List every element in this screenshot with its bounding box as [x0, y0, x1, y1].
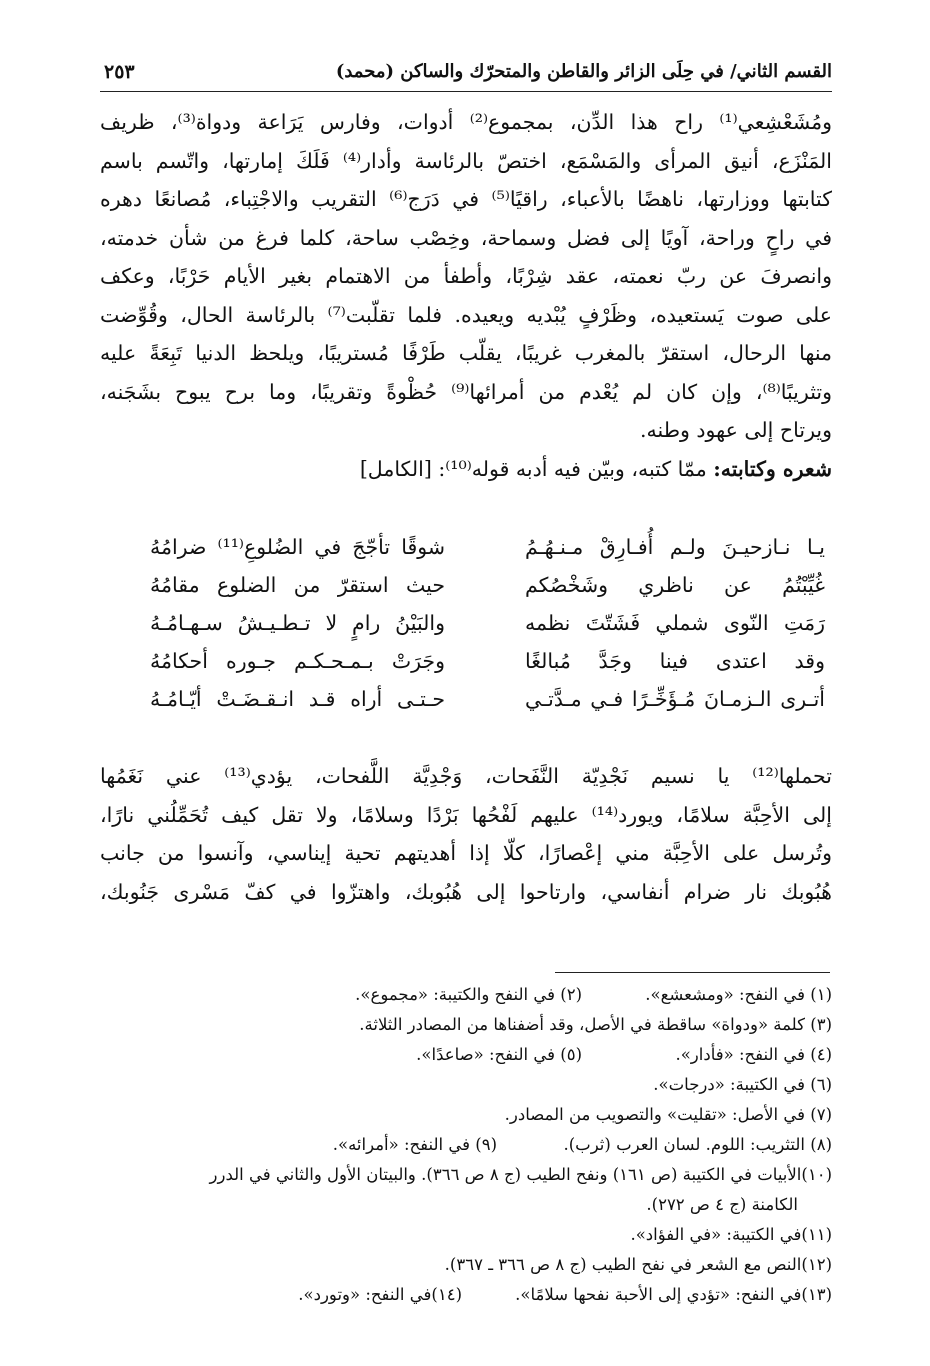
footnote: (١٤)في النفح: «وتورد». — [298, 1285, 462, 1304]
footnote: الكامنة (ج ٤ ص ٢٧٢). — [646, 1195, 798, 1214]
running-title: القسم الثاني/ في حِلَى الزائر والقاطن والمتحرّك والساكن (محمد) — [335, 61, 832, 82]
first-hemistich: يـا نـازحيـنَ ولـم أُفـارِقْ مـنـهُـمُ — [525, 535, 825, 559]
footnote: (٩) في النفح: «أمرائه». — [332, 1135, 497, 1154]
second-hemistich: حـتـى أراه قـد انـقـضَـتْ أيّـامُـهُ — [150, 687, 445, 711]
poem-verse — [150, 649, 825, 687]
second-hemistich: حيث استقرّ من الضلوع مقامُهُ — [150, 573, 445, 597]
second-hemistich: شوقًا تأجّجَ في الضُلوعِ⁽¹¹⁾ ضرامُهُ — [150, 535, 446, 559]
footnote: (١٢)النص مع الشعر في نفح الطيب (ج ٨ ص ٣٦٦ ـ ٣٦٧). — [444, 1255, 832, 1274]
first-hemistich: وقد اعتدى فينا وجَدَّ مُبالغًا — [525, 649, 825, 673]
footnote: (١٣)في النفح: «تؤدي إلى الأحبة نفحها سلامًا». — [515, 1285, 832, 1304]
footnote: (٥) في النفح: «صاعدًا». — [416, 1045, 582, 1064]
text-line: كتابتها ووزارتها، ناهضًا بالأعباء، راقيًا⁽⁵⁾ في دَرَج⁽⁶⁾ التقريب والاجْتِباء، مُصانعًا دهره — [100, 187, 832, 211]
footnote: (٦) في الكتيبة: «درجات». — [653, 1075, 832, 1094]
text-line: إلى الأحِبَّة سلامًا، ويورد⁽¹⁴⁾ عليهم لَفْحُها بَرْدًا وسلامًا، ولا تقل كيف تُحَمِّلُني نارًا، — [100, 802, 833, 827]
footnote-line — [100, 1160, 832, 1190]
main-text — [100, 103, 832, 488]
footnote: (٧) في الأصل: «تقليت» والتصويب من المصادر. — [504, 1105, 832, 1124]
footnote-line — [100, 1040, 832, 1070]
text-line: وتُرسل على الأحِبَّة مني إعْصارًا، كلّا إذا أهديتهم تحية إيناسي، وآنسوا من جانب — [100, 841, 832, 865]
text-line: ومُشَعْشِعي⁽¹⁾ راح هذا الدِّن، بمجموع⁽²⁾ أدوات، وفارس يَرَاعة ودواة⁽³⁾، ظريف — [100, 110, 832, 134]
footnote: (٢) في النفح والكتيبة: «مجموع». — [355, 985, 582, 1004]
footnote-line — [100, 1010, 832, 1040]
text-line: وانصرفَ عن ربّ نعمته، عقد شِرْبًا، وأطفأ من الاهتمام بغير الأيام حَرْبًا، وعكف — [100, 264, 832, 288]
poem-verse — [150, 535, 825, 573]
footnote: (٨) التثريب: اللوم. لسان العرب (ثرب). — [563, 1135, 832, 1154]
footnote-line — [100, 1220, 832, 1250]
footnote-separator — [555, 972, 830, 973]
text-line: ويرتاح إلى عهود وطنه. — [640, 418, 832, 442]
text-line: تحملها⁽¹²⁾ يا نسيم نَجْدِيّة النَّفَحات، وَجْدِيَّة اللَّفحات، يؤدي⁽¹³⁾ عني نَغَمُها — [100, 764, 832, 788]
second-hemistich: والبَيْنُ رامٍ لا تـطـيـشُ سـهـامُـهُ — [150, 611, 445, 635]
page-header — [100, 55, 832, 92]
page-number: ٢٥٣ — [104, 61, 135, 83]
footnote-line — [100, 980, 832, 1010]
main-text-continued — [100, 757, 832, 911]
section-heading: شعره وكتابته: — [713, 456, 832, 481]
footnote-line — [100, 1070, 832, 1100]
text-line: في راحٍ وراحة، آويًا إلى فضل وسماحة، وخِصْب ساحة، كلما فرغ من شأن خدمته، — [100, 225, 832, 250]
footnote-line — [100, 1130, 832, 1160]
text-line: المَنْزَع، أنيق المرأى والمَسْمَع، اختصّ بالرئاسة وأدار⁽⁴⁾ فَلَكَ إمارتها، واتّسم باسم — [100, 148, 832, 173]
poem-intro-text: ممّا كتبه، وبيّن فيه أدبه قوله⁽¹⁰⁾: [الكامل] — [359, 456, 714, 481]
first-hemistich: غُيِّبْتُمُ عن ناظري وشَخْصُكم — [525, 573, 825, 597]
footnote: (١١)في الكتيبة: «في الفؤاد». — [630, 1225, 832, 1244]
text-line: وتثريبًا⁽⁸⁾، وإن كان لم يُعْدم من أمرائها⁽⁹⁾ حُظْوةً وتقريبًا، وما برح يبوح بشَجَنه، — [100, 379, 832, 404]
poem-verse — [150, 573, 825, 611]
footnote-line — [100, 1250, 832, 1280]
poem-verse — [150, 687, 825, 725]
footnote: (٤) في النفح: «فأدار». — [675, 1045, 832, 1064]
text-line: هُبُوبك نار ضرام أنفاسي، وارتاحوا إلى هُبُوبك، واهتزّوا في كفّ مَسْرى جَنُوبك، — [100, 879, 832, 904]
footnote-line — [100, 1280, 832, 1310]
text-line: منها الرحال، استقرّ بالمغرب غريبًا، يقلّب طَرْفًا مُستريبًا، ويلحظ الدنيا تَبِعَةً عليه — [100, 341, 832, 365]
first-hemistich: رَمَتِ النّوى شملي فَشَتّتَ نظمه — [525, 611, 825, 635]
footnote-line — [100, 1190, 832, 1220]
footnotes — [100, 980, 832, 1310]
poem-intro — [100, 450, 832, 489]
footnote: (١٠)الأبيات في الكتيبة (ص ١٦١) ونفح الطيب (ج ٨ ص ٣٦٦). والبيتان الأول والثاني في الدرر — [209, 1165, 832, 1184]
footnote: (٣) كلمة «ودواة» ساقطة في الأصل، وقد أضفناها من المصادر الثلاثة. — [359, 1015, 832, 1034]
poem-verse — [150, 611, 825, 649]
second-hemistich: وجَرَتْ بـمـحـكـم جـوره أحكامُهُ — [150, 649, 445, 673]
text-line: على صوت يَستعيده، وظَرْفٍ يُبْديه ويعيده. فلما تقلّبت⁽⁷⁾ بالرئاسة الحال، وقُوِّضت — [100, 302, 832, 327]
footnote: (١) في النفح: «ومشعشع». — [645, 985, 832, 1004]
poem — [150, 535, 825, 725]
footnote-line — [100, 1100, 832, 1130]
first-hemistich: أتـرى الـزمـانَ مُـؤَخِّـرًا فـي مـدَّتـي — [525, 687, 825, 711]
